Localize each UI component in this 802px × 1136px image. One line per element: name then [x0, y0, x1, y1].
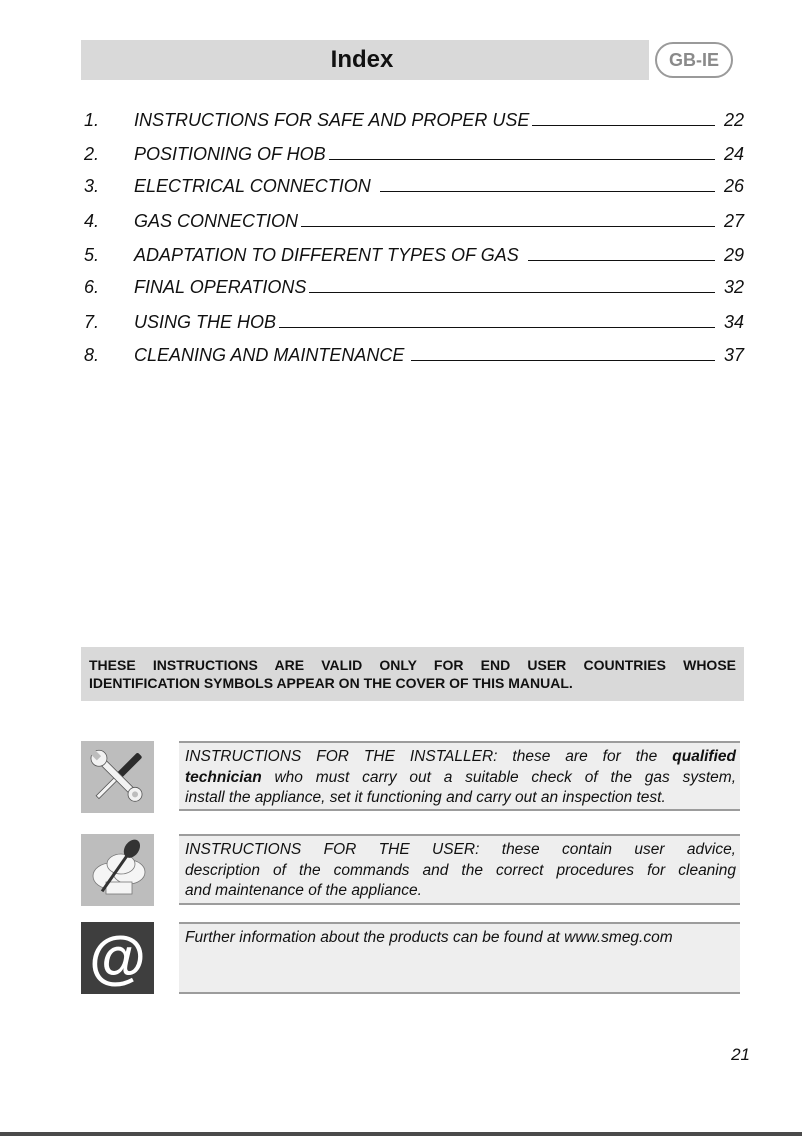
toc-title: POSITIONING OF HOB	[134, 144, 326, 164]
toc-title: FINAL OPERATIONS	[134, 277, 307, 297]
toc-number: 7.	[84, 312, 100, 332]
toc-entry[interactable]	[84, 277, 744, 303]
toc-number: 6.	[84, 277, 100, 297]
installer-emphasis: technician	[185, 768, 262, 786]
toc-number: 4.	[84, 211, 100, 231]
toc-leader-line	[380, 177, 715, 192]
user-instructions	[179, 834, 740, 905]
installer-text: INSTRUCTIONS FOR THE INSTALLER: these are for the	[185, 748, 673, 765]
toc-leader-line	[411, 346, 715, 361]
installer-line-3: install the appliance, set it functioning and carry out an inspection test.	[185, 789, 666, 806]
toc-title: INSTRUCTIONS FOR SAFE AND PROPER USE	[134, 110, 530, 130]
index-title-bar	[81, 40, 649, 80]
toc-entry[interactable]	[84, 176, 744, 202]
toc-entry[interactable]	[84, 144, 744, 170]
toc-title: GAS CONNECTION	[134, 211, 299, 231]
notice-line: THESE INSTRUCTIONS ARE VALID ONLY FOR END USER COUNTRIES WHOSE	[89, 657, 736, 673]
user-line-1: INSTRUCTIONS FOR THE USER: these contain user advice,	[185, 841, 736, 858]
toc-number: 2.	[84, 144, 100, 164]
toc-page-number: 22	[723, 110, 744, 130]
toc-entry[interactable]	[84, 110, 744, 136]
toc-leader-line	[329, 145, 715, 160]
toc-number: 3.	[84, 176, 100, 196]
toc-leader-line	[309, 278, 715, 293]
toc-page-number: 32	[723, 277, 744, 297]
chef-spoon-icon	[81, 834, 154, 906]
user-line-2: description of the commands and the correct procedures for cleaning	[185, 861, 736, 879]
toc-page-number: 27	[723, 211, 744, 231]
toc-page-number: 29	[723, 245, 744, 265]
page-number: 21	[731, 1045, 750, 1064]
country-code-badge: GB-IE	[655, 42, 733, 78]
web-info-text: Further information about the products can be found at www.smeg.com	[185, 929, 673, 946]
toc-number: 8.	[84, 345, 100, 365]
toc-number: 1.	[84, 110, 100, 130]
tools-icon	[81, 741, 154, 813]
installer-emphasis: qualified	[672, 748, 736, 765]
toc-page-number: 26	[723, 176, 744, 196]
notice-line: IDENTIFICATION SYMBOLS APPEAR ON THE COVER OF THIS MANUAL.	[89, 675, 573, 691]
installer-text: who must carry out a suitable check of the gas system,	[261, 768, 736, 786]
web-info	[179, 922, 740, 994]
toc-entry[interactable]	[84, 245, 744, 271]
installer-instructions	[179, 741, 740, 811]
toc-leader-line	[532, 111, 715, 126]
toc-page-number: 34	[723, 312, 744, 332]
toc-page-number: 24	[723, 144, 744, 164]
toc-entry[interactable]	[84, 312, 744, 338]
toc-entry[interactable]	[84, 345, 744, 371]
toc-title: ADAPTATION TO DIFFERENT TYPES OF GAS	[134, 245, 519, 265]
toc-leader-line	[279, 313, 715, 328]
toc-page-number: 37	[723, 345, 744, 365]
installer-line-1	[185, 747, 736, 768]
bottom-divider	[0, 1132, 802, 1136]
toc-title: CLEANING AND MAINTENANCE	[134, 345, 405, 365]
toc-title: ELECTRICAL CONNECTION	[134, 176, 371, 196]
page-title: Index	[330, 46, 394, 73]
toc-entry[interactable]	[84, 211, 744, 237]
at-sign-icon	[81, 922, 154, 994]
toc-leader-line	[528, 246, 715, 261]
toc-number: 5.	[84, 245, 100, 265]
svg-text:@: @	[89, 925, 146, 990]
user-line-3: and maintenance of the appliance.	[185, 882, 422, 899]
toc-leader-line	[301, 212, 715, 227]
installer-line-2	[185, 768, 736, 789]
toc-title: USING THE HOB	[134, 312, 277, 332]
validity-notice	[81, 647, 744, 701]
